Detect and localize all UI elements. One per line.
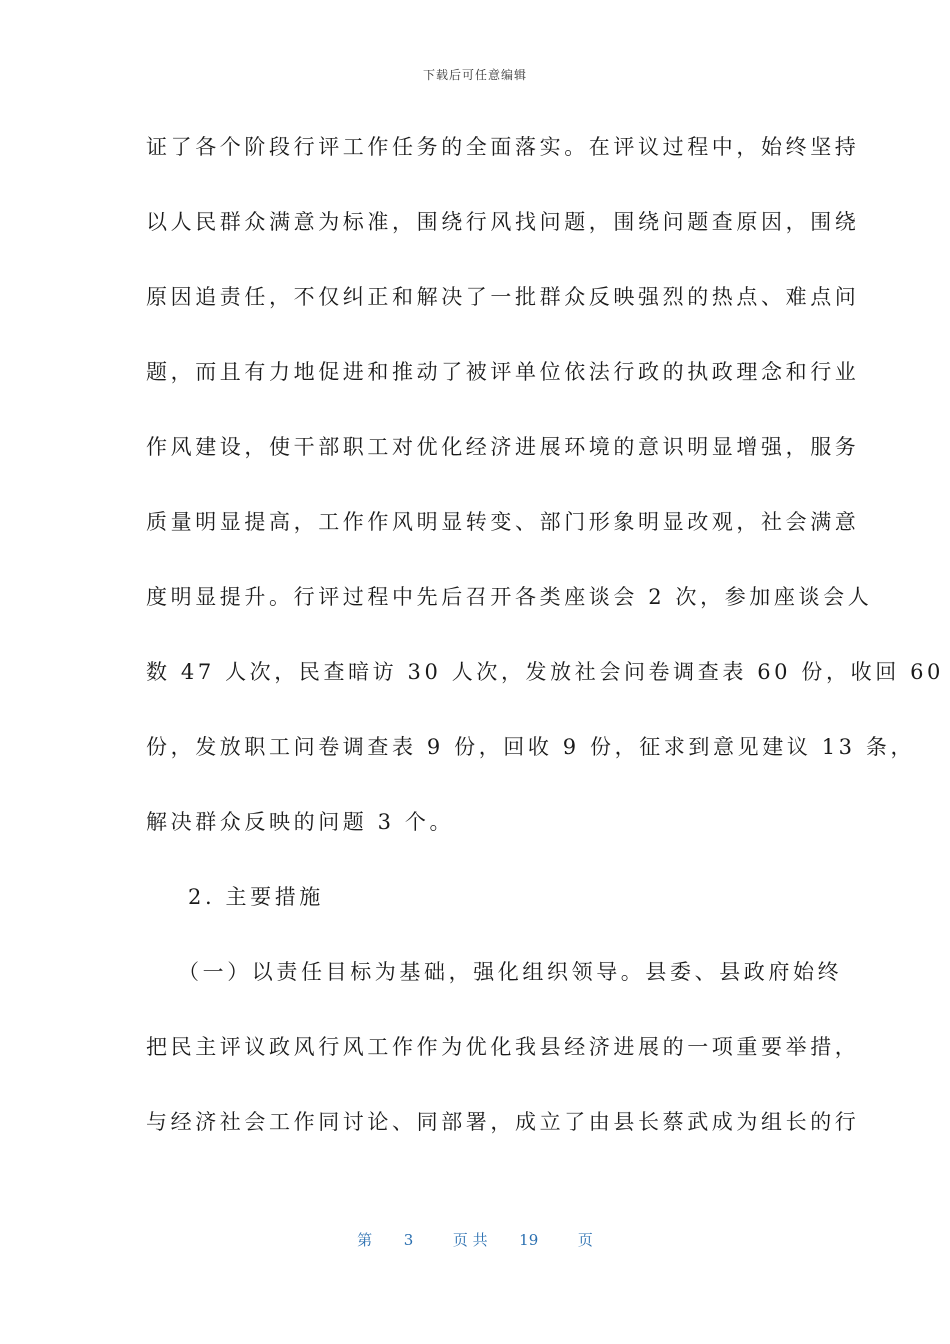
paragraph-line: 份，发放职工问卷调查表 9 份，回收 9 份，征求到意见建议 13 条， <box>146 735 916 759</box>
paragraph-line: 以人民群众满意为标准，围绕行风找问题，围绕问题查原因，围绕 <box>146 210 860 234</box>
page-header-note: 下载后可任意编辑 <box>422 68 527 82</box>
footer-middle: 页 共 <box>452 1231 488 1249</box>
section-heading: 2. 主要措施 <box>188 885 324 909</box>
document-body <box>146 128 945 1178</box>
footer-total-pages: 19 <box>519 1231 539 1249</box>
paragraph-line: 原因追责任，不仅纠正和解决了一批群众反映强烈的热点、难点问 <box>146 285 860 309</box>
section-line: 与经济社会工作同讨论、同部署，成立了由县长蔡武成为组长的行 <box>146 1110 860 1134</box>
footer-current-page: 3 <box>403 1231 414 1249</box>
page-footer <box>0 1229 950 1250</box>
paragraph-line: 解决群众反映的问题 3 个。 <box>146 810 455 834</box>
section-line: 把民主评议政风行风工作作为优化我县经济进展的一项重要举措， <box>146 1035 860 1059</box>
paragraph-line: 度明显提升。行评过程中先后召开各类座谈会 2 次，参加座谈会人 <box>146 585 873 609</box>
section-line: （一）以责任目标为基础，强化组织领导。县委、县政府始终 <box>178 960 843 984</box>
paragraph-line: 题，而且有力地促进和推动了被评单位依法行政的执政理念和行业 <box>146 360 860 384</box>
footer-suffix: 页 <box>577 1231 593 1249</box>
paragraph-line: 数 47 人次，民查暗访 30 人次，发放社会问卷调查表 60 份，收回 60 <box>146 660 945 684</box>
paragraph-line: 质量明显提高，工作作风明显转变、部门形象明显改观，社会满意 <box>146 510 860 534</box>
paragraph-line: 作风建设，使干部职工对优化经济进展环境的意识明显增强，服务 <box>146 435 860 459</box>
footer-prefix: 第 <box>357 1231 373 1249</box>
paragraph-line: 证了各个阶段行评工作任务的全面落实。在评议过程中，始终坚持 <box>146 135 860 159</box>
